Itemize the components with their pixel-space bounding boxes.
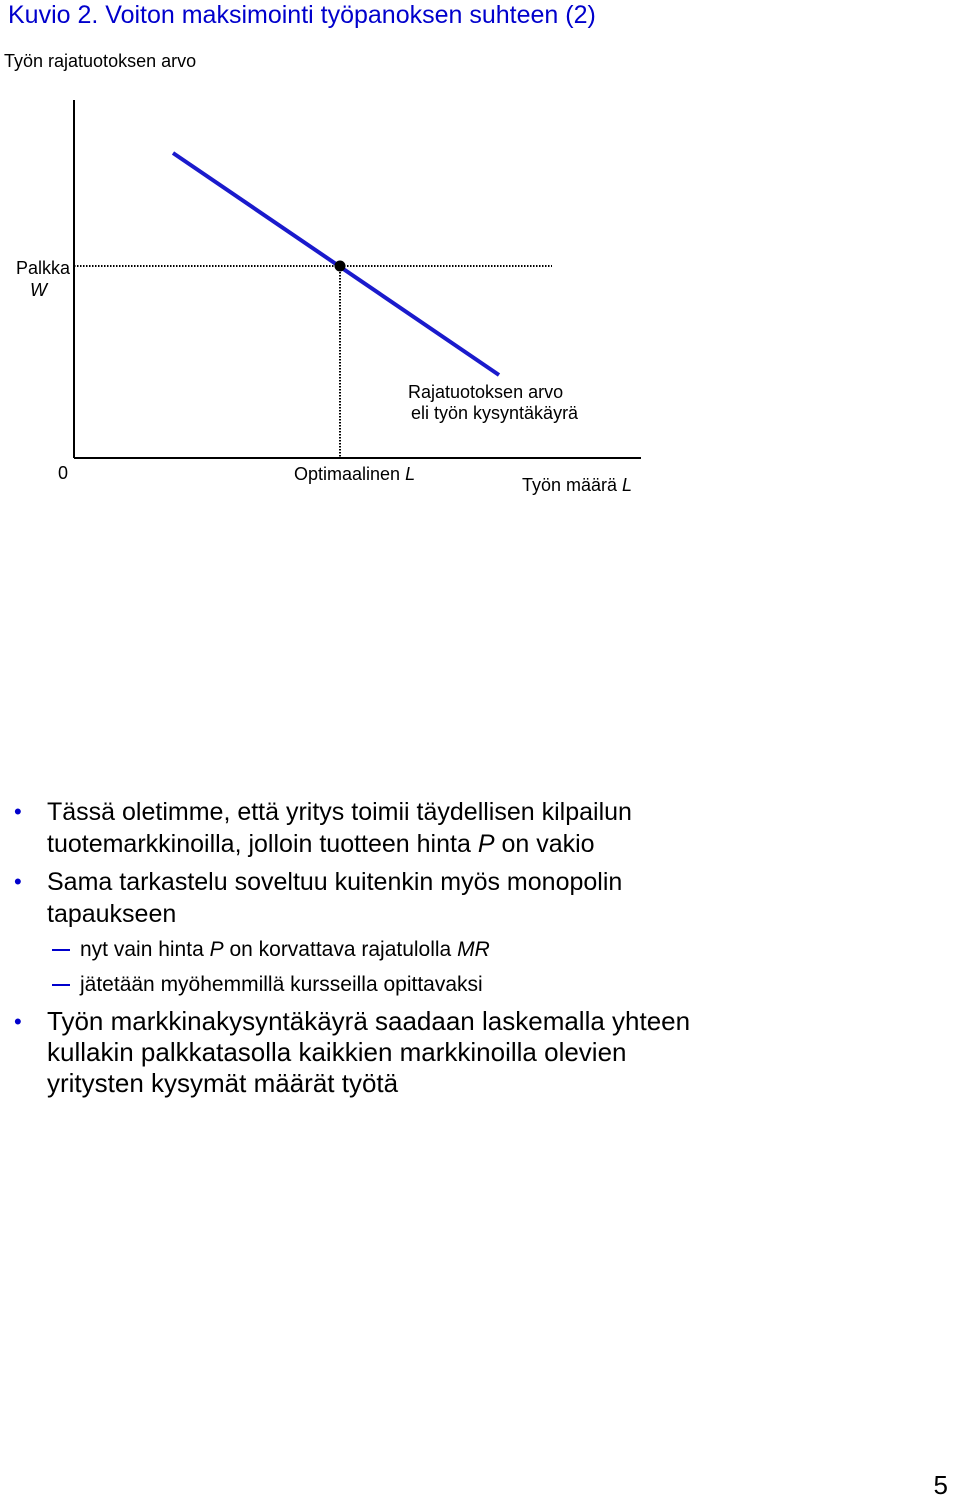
origin-label: 0 (58, 463, 69, 483)
sub-bullet-dash (52, 949, 70, 951)
bullet-text: Sama tarkastelu soveltuu kuitenkin myös monopolin (47, 868, 623, 896)
bullet-text: yritysten kysymät määrät työtä (47, 1068, 399, 1098)
sub-bullet-later: jätetään myöhemmillä kursseilla opittavaksi (0, 971, 940, 998)
y-axis-title: Työn rajatuotoksen arvo (4, 51, 197, 71)
labor-demand-diagram (0, 0, 960, 520)
bullet-text: tuotemarkkinoilla, jolloin tuotteen hinta P on vakio (47, 830, 595, 858)
curve-label-line2: eli työn kysyntäkäyrä (411, 403, 579, 423)
bullet-market-demand (0, 1006, 940, 1099)
wage-label: Palkka (16, 258, 71, 278)
x-axis-title: Työn määrä L (522, 475, 633, 495)
bullet-monopoly (0, 866, 940, 930)
sub-bullet-dash (52, 984, 70, 986)
bullet-glyph: • (14, 1009, 22, 1034)
slide-title: Kuvio 2. Voiton maksimointi työpanoksen suhteen (2) (8, 1, 596, 29)
bullet-glyph: • (14, 869, 22, 894)
bullet-text: kullakin palkkatasolla kaikkien markkinoilla olevien (47, 1037, 627, 1067)
bullet-list (0, 796, 940, 1105)
wage-symbol: W (30, 280, 47, 300)
curve-label-line1: Rajatuotoksen arvo (408, 382, 564, 402)
bullet-glyph: • (14, 799, 22, 824)
page-number: 5 (933, 1470, 948, 1500)
optimal-l-label: Optimaalinen L (294, 464, 416, 484)
bullet-competition (0, 796, 940, 860)
sub-bullet-mr: nyt vain hinta P on korvattava rajatulolla MR (0, 936, 940, 963)
bullet-text: Tässä oletimme, että yritys toimii täydellisen kilpailun (47, 798, 632, 826)
optimum-point (335, 261, 346, 272)
bullet-text: tapaukseen (47, 900, 177, 928)
bullet-text: Työn markkinakysyntäkäyrä saadaan laskemalla yhteen (47, 1006, 691, 1036)
